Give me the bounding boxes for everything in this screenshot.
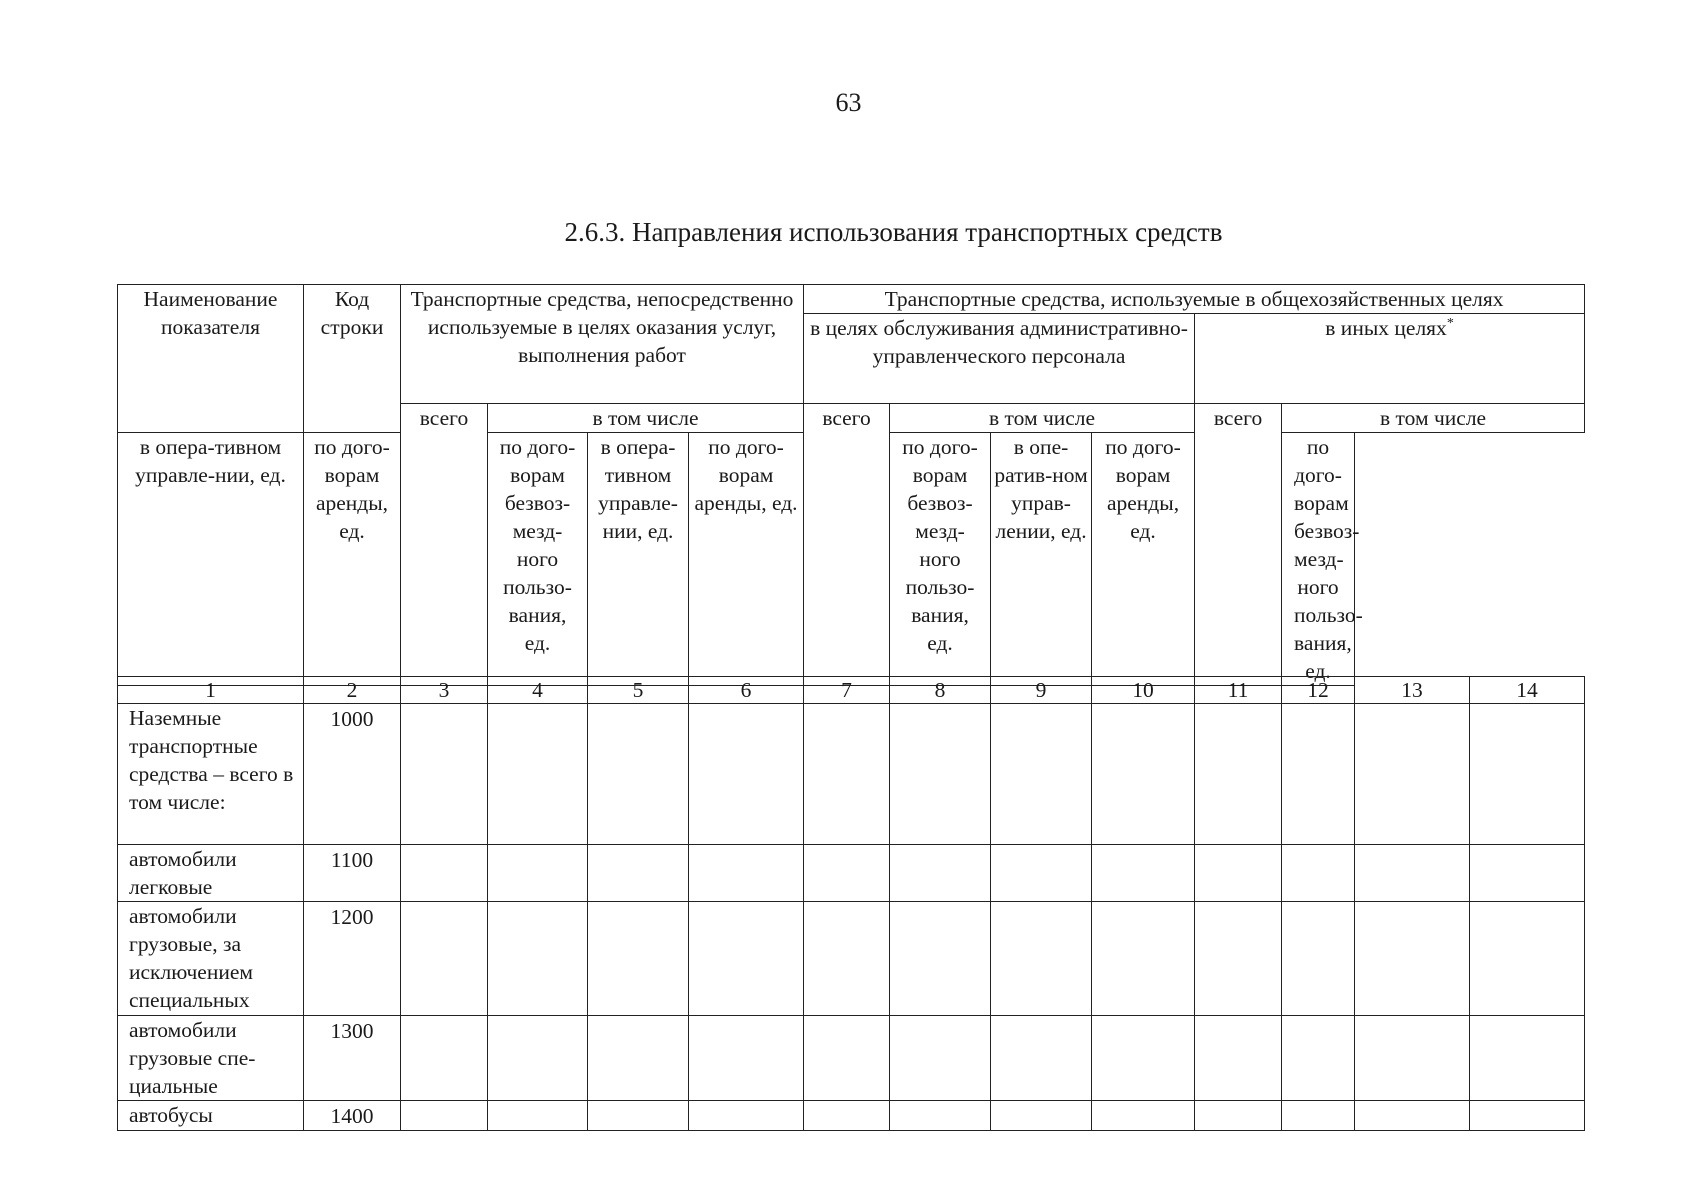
column-number: 12 bbox=[1282, 677, 1355, 704]
row-name: автомобили грузовые спе-циальные bbox=[118, 1016, 304, 1101]
table-cell[interactable] bbox=[890, 704, 991, 845]
table-cell[interactable] bbox=[804, 1101, 890, 1131]
table-cell[interactable] bbox=[1282, 1101, 1355, 1131]
header-operational-management: в опера-тивном управле-нии, ед. bbox=[118, 433, 304, 686]
table-cell[interactable] bbox=[1355, 1016, 1470, 1101]
row-code: 1100 bbox=[304, 845, 401, 902]
table-cell[interactable] bbox=[991, 1016, 1092, 1101]
table-row bbox=[118, 1101, 1585, 1131]
table-cell[interactable] bbox=[689, 902, 804, 1016]
column-number: 3 bbox=[401, 677, 488, 704]
table-cell[interactable] bbox=[1092, 845, 1195, 902]
column-number: 2 bbox=[304, 677, 401, 704]
table-cell[interactable] bbox=[804, 704, 890, 845]
table-cell[interactable] bbox=[1282, 845, 1355, 902]
table-cell[interactable] bbox=[1195, 902, 1282, 1016]
table-cell[interactable] bbox=[1092, 902, 1195, 1016]
table-row bbox=[118, 845, 1585, 902]
table-cell[interactable] bbox=[401, 704, 488, 845]
row-code: 1200 bbox=[304, 902, 401, 1016]
page-number: 63 bbox=[835, 88, 862, 117]
table-cell[interactable] bbox=[890, 845, 991, 902]
table-cell[interactable] bbox=[488, 1016, 588, 1101]
table-cell[interactable] bbox=[1282, 704, 1355, 845]
header-total: всего bbox=[804, 404, 890, 686]
header-admin-staff: в целях обслуживания административно-управленческого персонала bbox=[804, 314, 1195, 404]
header-free-use: по дого-ворам безвоз-мезд-ного пользо-вания, ед. bbox=[890, 433, 991, 686]
table-cell[interactable] bbox=[1092, 1101, 1195, 1131]
table-cell[interactable] bbox=[1355, 845, 1470, 902]
table-cell[interactable] bbox=[1282, 902, 1355, 1016]
header-operational-management: в опера-тивном управле-нии, ед. bbox=[588, 433, 689, 686]
header-including: в том числе bbox=[1282, 404, 1585, 433]
header-free-use: по дого-ворам безвоз-мезд-ного пользо-вания, ед. bbox=[1282, 433, 1355, 686]
row-name: автобусы bbox=[118, 1101, 304, 1131]
header-name-column: Наименование показателя bbox=[118, 285, 304, 433]
table-cell[interactable] bbox=[804, 845, 890, 902]
header-including: в том числе bbox=[488, 404, 804, 433]
table-cell[interactable] bbox=[991, 1101, 1092, 1131]
table-cell[interactable] bbox=[689, 845, 804, 902]
header-general-use-group: Транспортные средства, используемые в общехозяйственных целях bbox=[804, 285, 1585, 314]
table-cell[interactable] bbox=[1470, 902, 1585, 1016]
table-cell[interactable] bbox=[1195, 845, 1282, 902]
table-cell[interactable] bbox=[890, 902, 991, 1016]
table-cell[interactable] bbox=[1195, 1016, 1282, 1101]
header-code-column: Код строки bbox=[304, 285, 401, 433]
table-cell[interactable] bbox=[401, 1101, 488, 1131]
column-number: 13 bbox=[1355, 677, 1470, 704]
column-number: 11 bbox=[1195, 677, 1282, 704]
table-cell[interactable] bbox=[1355, 704, 1470, 845]
table-cell[interactable] bbox=[1195, 704, 1282, 845]
column-number: 14 bbox=[1470, 677, 1585, 704]
column-number: 5 bbox=[588, 677, 689, 704]
column-number: 4 bbox=[488, 677, 588, 704]
header-operational-management: в опе-ратив-ном управ-лении, ед. bbox=[991, 433, 1092, 686]
header-total: всего bbox=[1195, 404, 1282, 686]
table-cell[interactable] bbox=[488, 902, 588, 1016]
table-cell[interactable] bbox=[1355, 902, 1470, 1016]
table-cell[interactable] bbox=[1092, 704, 1195, 845]
column-number-row bbox=[118, 677, 1585, 704]
table-cell[interactable] bbox=[890, 1016, 991, 1101]
header-total: всего bbox=[401, 404, 488, 686]
table-cell[interactable] bbox=[991, 845, 1092, 902]
row-code: 1000 bbox=[304, 704, 401, 845]
row-name: автомобили грузовые, за исключением специальных bbox=[118, 902, 304, 1016]
table-cell[interactable] bbox=[401, 1016, 488, 1101]
table-cell[interactable] bbox=[689, 1101, 804, 1131]
table-cell[interactable] bbox=[991, 902, 1092, 1016]
header-free-use: по дого-ворам безвоз-мезд-ного пользо-вания, ед. bbox=[488, 433, 588, 686]
table-cell[interactable] bbox=[488, 704, 588, 845]
header-lease: по дого-ворам аренды, ед. bbox=[689, 433, 804, 686]
table-cell[interactable] bbox=[401, 845, 488, 902]
table-cell[interactable] bbox=[1195, 1101, 1282, 1131]
header-including: в том числе bbox=[890, 404, 1195, 433]
table-cell[interactable] bbox=[804, 902, 890, 1016]
row-name: Наземные транспортные средства – всего в том числе: bbox=[118, 704, 304, 845]
header-other-purposes: в иных целях* bbox=[1195, 314, 1585, 404]
table-row bbox=[118, 704, 1585, 845]
table-cell[interactable] bbox=[804, 1016, 890, 1101]
table-cell[interactable] bbox=[588, 1016, 689, 1101]
row-code: 1300 bbox=[304, 1016, 401, 1101]
table-body bbox=[117, 676, 1579, 1129]
row-name: автомобили легковые bbox=[118, 845, 304, 902]
table-cell[interactable] bbox=[488, 1101, 588, 1131]
column-number: 6 bbox=[689, 677, 804, 704]
column-number: 1 bbox=[118, 677, 304, 704]
column-number: 8 bbox=[890, 677, 991, 704]
row-code: 1400 bbox=[304, 1101, 401, 1131]
table-row bbox=[118, 1016, 1585, 1101]
table-cell[interactable] bbox=[488, 845, 588, 902]
table-cell[interactable] bbox=[689, 704, 804, 845]
header-direct-use-group: Транспортные средства, непосредственно используемые в целях оказания услуг, выполнения работ bbox=[401, 285, 804, 404]
table-cell[interactable] bbox=[1470, 704, 1585, 845]
table-row bbox=[118, 902, 1585, 1016]
table-cell[interactable] bbox=[890, 1101, 991, 1131]
table-cell[interactable] bbox=[1470, 1016, 1585, 1101]
table-cell[interactable] bbox=[1470, 1101, 1585, 1131]
table-cell[interactable] bbox=[401, 902, 488, 1016]
column-number: 10 bbox=[1092, 677, 1195, 704]
table-cell[interactable] bbox=[588, 1101, 689, 1131]
table-cell[interactable] bbox=[588, 902, 689, 1016]
table-cell[interactable] bbox=[1092, 1016, 1195, 1101]
table-cell[interactable] bbox=[991, 704, 1092, 845]
table-cell[interactable] bbox=[1282, 1016, 1355, 1101]
table-cell[interactable] bbox=[689, 1016, 804, 1101]
header-lease: по дого-ворам аренды, ед. bbox=[1092, 433, 1195, 686]
header-lease: по дого-ворам аренды, ед. bbox=[304, 433, 401, 686]
column-number: 7 bbox=[804, 677, 890, 704]
column-number: 9 bbox=[991, 677, 1092, 704]
section-title: 2.6.3. Направления использования транспортных средств bbox=[564, 217, 1223, 247]
table-cell[interactable] bbox=[1355, 1101, 1470, 1131]
table-cell[interactable] bbox=[588, 845, 689, 902]
table-header bbox=[117, 284, 1578, 683]
footnote-mark: * bbox=[1446, 315, 1454, 331]
table-cell[interactable] bbox=[588, 704, 689, 845]
table-cell[interactable] bbox=[1470, 845, 1585, 902]
